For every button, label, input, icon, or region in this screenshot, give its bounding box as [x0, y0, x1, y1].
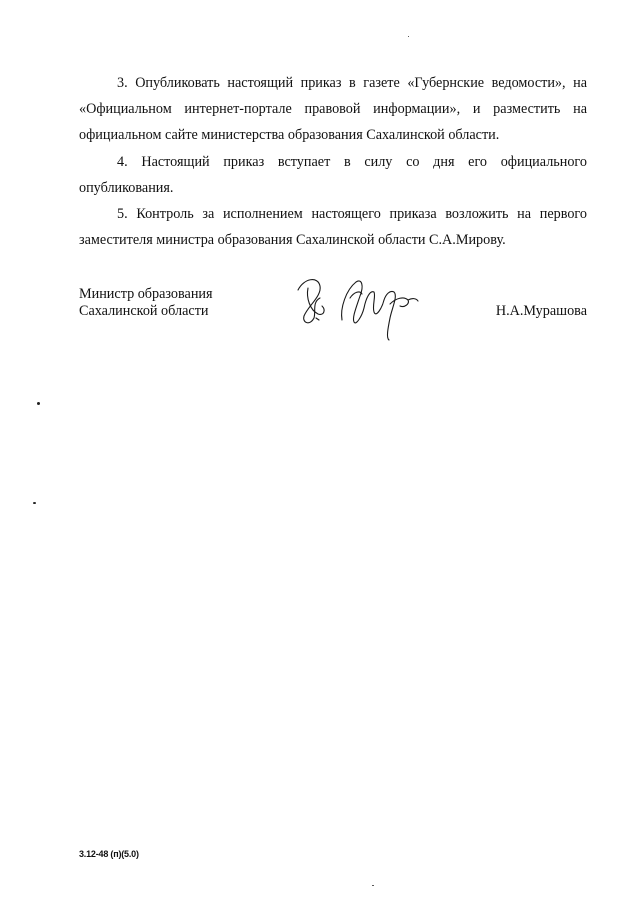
- signatory-name: Н.А.Мурашова: [495, 303, 587, 319]
- signatory-title-line1: Министр образования: [79, 286, 213, 302]
- scan-speck: [408, 36, 409, 37]
- paragraph-4: 4. Настоящий приказ вступает в силу со дня его официального опубликования.: [79, 154, 587, 196]
- scan-speck: [37, 402, 40, 405]
- signatory-title-line2: Сахалинской области: [79, 303, 209, 319]
- scan-speck: [372, 885, 374, 886]
- document-footer-code: 3.12-48 (п)(5.0): [79, 849, 139, 859]
- paragraph-3: 3. Опубликовать настоящий приказ в газете «Губернские ведомости», на «Официальном интернет-портале правовой информации», и разместить на официальном сайте министерства образования Сахалинской области.: [79, 75, 587, 143]
- scan-speck: [33, 502, 36, 504]
- handwritten-signature-icon: [290, 268, 430, 343]
- signatory-title: [79, 286, 213, 320]
- paragraph-5: 5. Контроль за исполнением настоящего приказа возложить на первого заместителя министра образования Сахалинской области С.А.Мирову.: [79, 206, 587, 248]
